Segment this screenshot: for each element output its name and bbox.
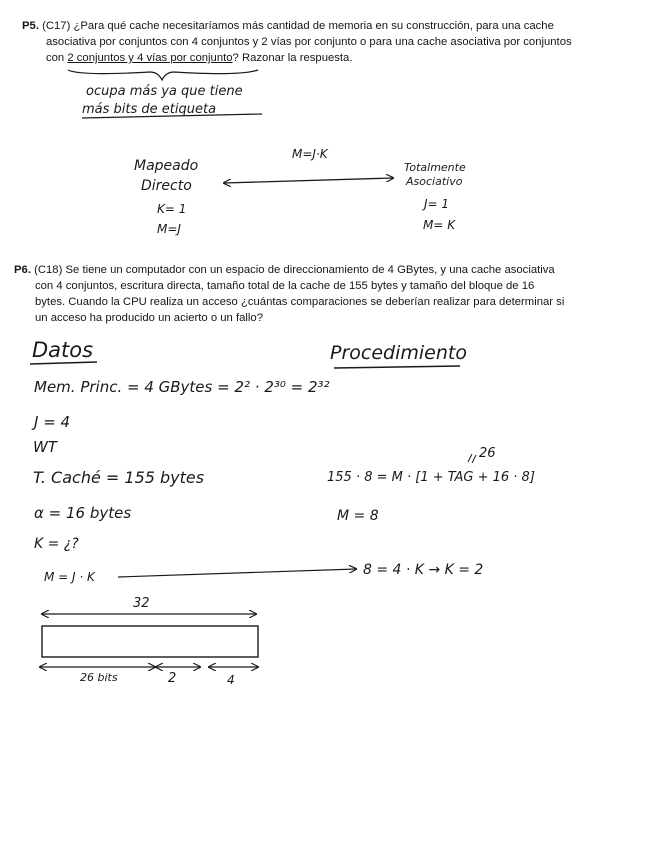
datos-underline	[30, 362, 97, 364]
m-result: M = 8	[337, 508, 379, 524]
bits-word-label: 4	[227, 673, 235, 687]
mjk-arrow	[118, 569, 356, 577]
diagram-right-j: J= 1	[424, 197, 450, 211]
p5-answer-line1: ocupa más ya que tiene	[86, 84, 243, 99]
diagram-right-title-1: Totalmente	[404, 161, 466, 174]
diagram-arrow-label: M=J·K	[292, 147, 328, 161]
k-result: 8 = 4 · K → K = 2	[363, 562, 484, 578]
p6-question	[14, 262, 644, 326]
data-wt: WT	[33, 438, 57, 456]
p5-line3-underlined: 2 conjuntos y 4 vías por conjunto	[67, 52, 233, 64]
datos-heading: Datos	[32, 338, 94, 362]
data-m-formula: M = J · K	[44, 570, 95, 584]
p5-line3-post: ? Razonar la respuesta.	[232, 52, 353, 64]
p5-code: (C17)	[42, 20, 71, 32]
diagram-right-title-2: Asociativo	[406, 175, 463, 188]
p5-answer-line2: más bits de etiqueta	[82, 102, 217, 117]
diagram-double-arrow	[224, 178, 393, 183]
calc-expression: 155 · 8 = M · [1 + TAG + 16 · 8]	[327, 470, 535, 485]
bits-total-label: 32	[133, 596, 150, 611]
diagram-left-title-2: Directo	[141, 178, 192, 194]
p5-line1: ¿Para qué cache necesitaríamos más cantidad de memoria en su construcción, para una cache	[73, 20, 554, 32]
procedimiento-underline	[334, 366, 460, 368]
p5-question	[22, 18, 642, 66]
p6-line4: un acceso ha producido un acierto o un fallo?	[35, 312, 263, 324]
data-j: J = 4	[34, 413, 71, 431]
p5-line3-pre: con	[46, 52, 68, 64]
p6-line1: Se tiene un computador con un espacio de direccionamiento de 4 GBytes, y una cache asociativa	[65, 264, 555, 276]
address-box	[42, 626, 258, 657]
p5-line2: asociativa por conjuntos con 4 conjuntos y 2 vías por conjunto o para una cache asociativa por conjuntos	[46, 36, 572, 48]
diagram-left-title-1: Mapeado	[134, 158, 199, 174]
data-t-cache: T. Caché = 155 bytes	[33, 468, 205, 487]
p6-number: P6.	[14, 264, 31, 276]
calc-annotation: 26	[479, 446, 496, 461]
diagram-left-k: K= 1	[157, 202, 187, 216]
procedimiento-heading: Procedimiento	[330, 342, 467, 364]
p5-number: P5.	[22, 20, 39, 32]
calc-annotation-tick	[468, 454, 476, 463]
bits-tag-label: 26 bits	[80, 671, 118, 684]
p5-answer-brace	[68, 70, 258, 80]
p6-code: (C18)	[34, 264, 63, 276]
data-k-unknown: K = ¿?	[34, 536, 79, 552]
diagram-right-m: M= K	[423, 218, 456, 232]
bits-set-label: 2	[168, 671, 177, 686]
diagram-left-m: M=J	[157, 222, 181, 236]
p6-line3: bytes. Cuando la CPU realiza un acceso ¿cuántas comparaciones se deberían realizar para determinar si	[35, 296, 565, 308]
data-alpha: α = 16 bytes	[34, 504, 132, 522]
mem-principal: Mem. Princ. = 4 GBytes = 2² · 2³⁰ = 2³²	[34, 378, 330, 396]
p6-line2: con 4 conjuntos, escritura directa, tamaño total de la cache de 155 bytes y tamaño del bloque de 16	[35, 280, 535, 292]
